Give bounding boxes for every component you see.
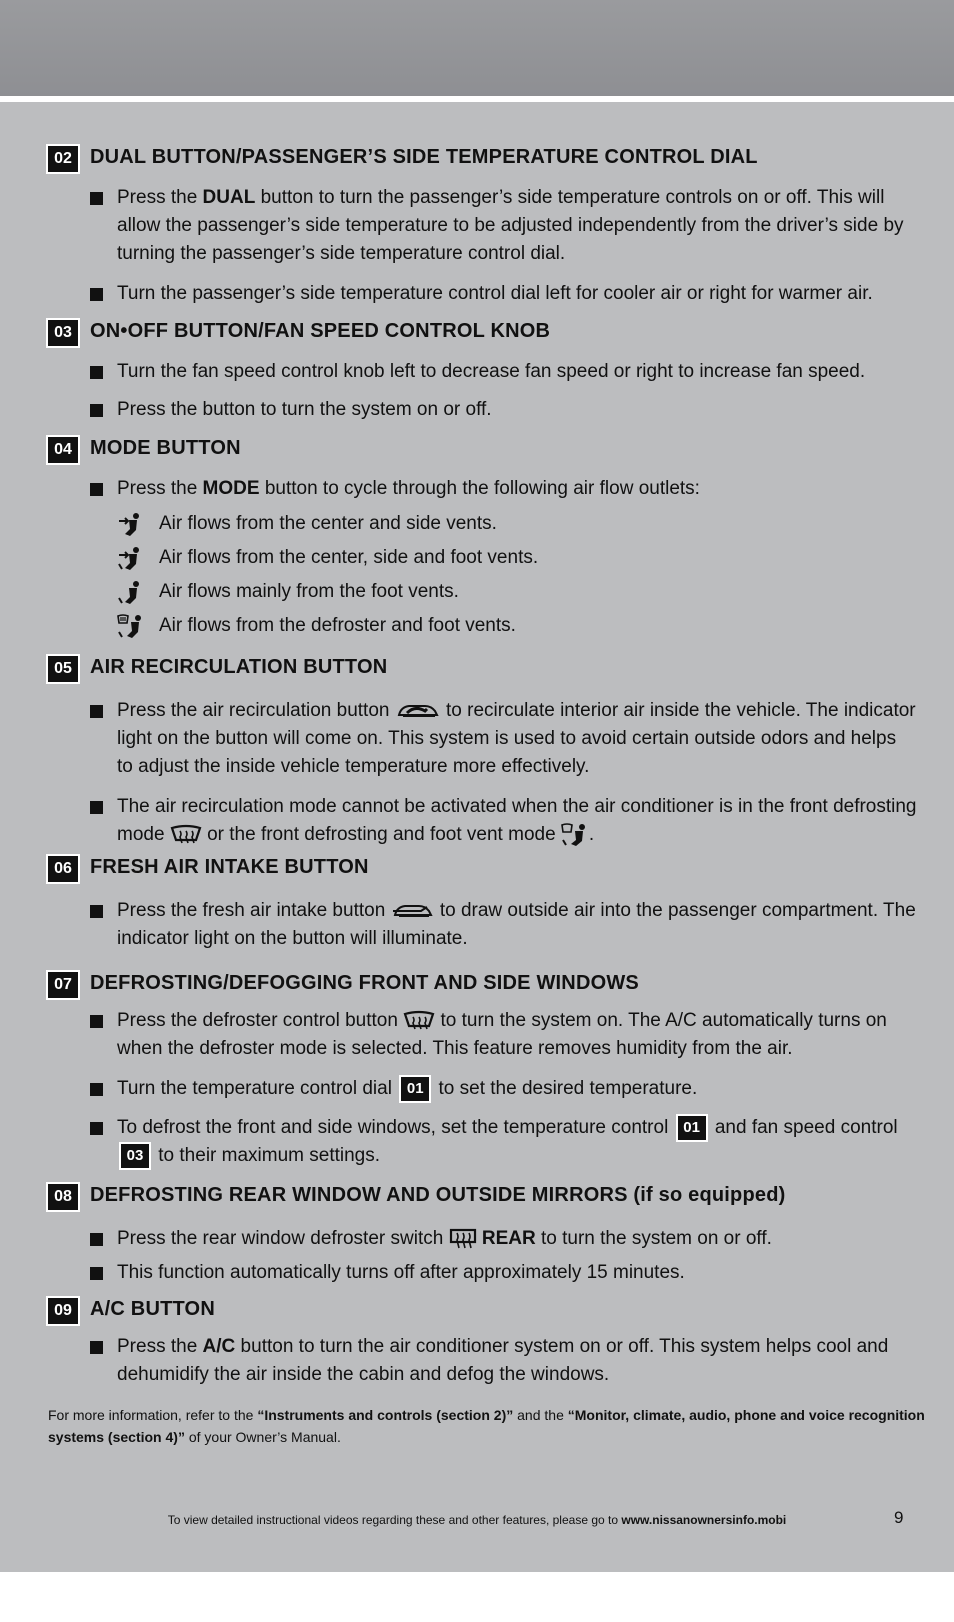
bullet bbox=[90, 1083, 103, 1096]
header-band bbox=[0, 0, 954, 96]
footer-url[interactable]: www.nissanownersinfo.mobi bbox=[621, 1513, 787, 1527]
reference-chip-03: 03 bbox=[121, 1144, 149, 1168]
section-number-09: 09 bbox=[48, 1298, 78, 1324]
paragraph-rear-defroster: Press the rear window defroster switch REAR to turn the system on or off. bbox=[117, 1228, 772, 1249]
section-heading-fresh-air: FRESH AIR INTAKE BUTTON bbox=[90, 856, 369, 878]
reference-chip-01: 01 bbox=[678, 1116, 706, 1140]
rear-defrost-icon bbox=[449, 1228, 477, 1250]
paragraph-onoff: Press the button to turn the system on or off. bbox=[117, 399, 492, 420]
section-number-03: 03 bbox=[48, 320, 78, 346]
section-number-02: 02 bbox=[48, 146, 78, 172]
center-vent-icon bbox=[117, 512, 145, 538]
reference-chip-01: 01 bbox=[401, 1077, 429, 1101]
bullet bbox=[90, 288, 103, 301]
fresh-air-icon bbox=[391, 901, 435, 921]
section-number-05: 05 bbox=[48, 656, 78, 682]
footer-text: To view detailed instructional videos regarding these and other features, please go to www.nissanownersinfo.mobi bbox=[167, 1513, 787, 1527]
mode-text: Air flows mainly from the foot vents. bbox=[159, 581, 459, 602]
section-heading-dual: DUAL BUTTON/PASSENGER’S SIDE TEMPERATURE CONTROL DIAL bbox=[90, 146, 758, 168]
section-heading-fan: ON•OFF BUTTON/FAN SPEED CONTROL KNOB bbox=[90, 320, 551, 342]
section-number-06: 06 bbox=[48, 856, 78, 882]
bullet bbox=[90, 1341, 103, 1354]
bullet bbox=[90, 192, 103, 205]
bullet bbox=[90, 1015, 103, 1028]
section-heading-defrost-rear: DEFROSTING REAR WINDOW AND OUTSIDE MIRRORS (if so equipped) bbox=[90, 1184, 786, 1206]
defrost-foot-icon bbox=[117, 614, 145, 640]
paragraph-dial: Turn the passenger’s side temperature control dial left for cooler air or right for warmer air. bbox=[117, 283, 873, 304]
paragraph-recirc: Press the air recirculation button to recirculate interior air inside the vehicle. The indicator light on the button will come on. This system is used to avoid certain outside odors and helps to adjust the inside vehicle temperature more effectively. bbox=[117, 700, 916, 777]
front-defrost-icon bbox=[170, 824, 202, 846]
paragraph-max-settings: To defrost the front and side windows, set the temperature control 01 and fan speed control 03 to their maximum settings. bbox=[117, 1117, 898, 1166]
section-number-08: 08 bbox=[48, 1184, 78, 1210]
paragraph-fresh-air: Press the fresh air intake button to draw outside air into the passenger compartment. The indicator light on the button will illuminate. bbox=[117, 900, 916, 949]
section-number-07: 07 bbox=[48, 972, 78, 998]
recirculation-icon bbox=[395, 701, 441, 721]
paragraph-fan-knob: Turn the fan speed control knob left to decrease fan speed or right to increase fan speed. bbox=[117, 361, 866, 382]
paragraph-dual-button: Press the DUAL button to turn the passenger’s side temperature controls on or off. This will allow the passenger’s side temperature to be adjusted independently from the driver’s side by turning the passenger’s side temperature control dial. bbox=[117, 187, 904, 264]
bullet bbox=[90, 801, 103, 814]
paragraph-temp-dial: Turn the temperature control dial 01 to set the desired temperature. bbox=[117, 1078, 698, 1099]
bullet bbox=[90, 1267, 103, 1280]
footnote: For more information, refer to the “Instruments and controls (section 2)” and the “Monitor, climate, audio, phone and voice recognition systems (section 4)” of your Owner’s Manual. bbox=[48, 1407, 925, 1445]
bullet bbox=[90, 404, 103, 417]
mode-text: Air flows from the center and side vents. bbox=[159, 513, 497, 534]
page-number: 9 bbox=[894, 1508, 904, 1527]
section-number-04: 04 bbox=[48, 437, 78, 463]
mode-text: Air flows from the defroster and foot vents. bbox=[159, 615, 516, 636]
front-defrost-icon bbox=[403, 1010, 435, 1032]
bullet bbox=[90, 705, 103, 718]
paragraph-recirc-limit: The air recirculation mode cannot be activated when the air conditioner is in the front defrosting mode or the front defrosting and foot vent mode . bbox=[117, 796, 917, 845]
paragraph-ac-button: Press the A/C button to turn the air conditioner system on or off. This system helps cool and dehumidify the air inside the cabin and defog the windows. bbox=[117, 1336, 889, 1385]
bullet bbox=[90, 905, 103, 918]
bullet bbox=[90, 1122, 103, 1135]
foot-vent-icon bbox=[117, 580, 145, 606]
defrost-foot-icon bbox=[561, 823, 589, 847]
bullet bbox=[90, 366, 103, 379]
mode-text: Air flows from the center, side and foot vents. bbox=[159, 547, 539, 568]
center-foot-vent-icon bbox=[117, 546, 145, 572]
section-heading-recirc: AIR RECIRCULATION BUTTON bbox=[90, 656, 388, 678]
paragraph-defroster-button: Press the defroster control button to turn the system on. The A/C automatically turns on when the defroster mode is selected. This feature removes humidity from the air. bbox=[117, 1010, 887, 1059]
bullet bbox=[90, 1233, 103, 1246]
paragraph-mode: Press the MODE button to cycle through the following air flow outlets: bbox=[117, 478, 700, 499]
section-heading-ac: A/C BUTTON bbox=[90, 1298, 215, 1320]
bullet bbox=[90, 483, 103, 496]
paragraph-auto-off: This function automatically turns off after approximately 15 minutes. bbox=[117, 1262, 685, 1283]
section-heading-defrost-front: DEFROSTING/DEFOGGING FRONT AND SIDE WINDOWS bbox=[90, 972, 639, 994]
section-heading-mode: MODE BUTTON bbox=[90, 437, 241, 459]
